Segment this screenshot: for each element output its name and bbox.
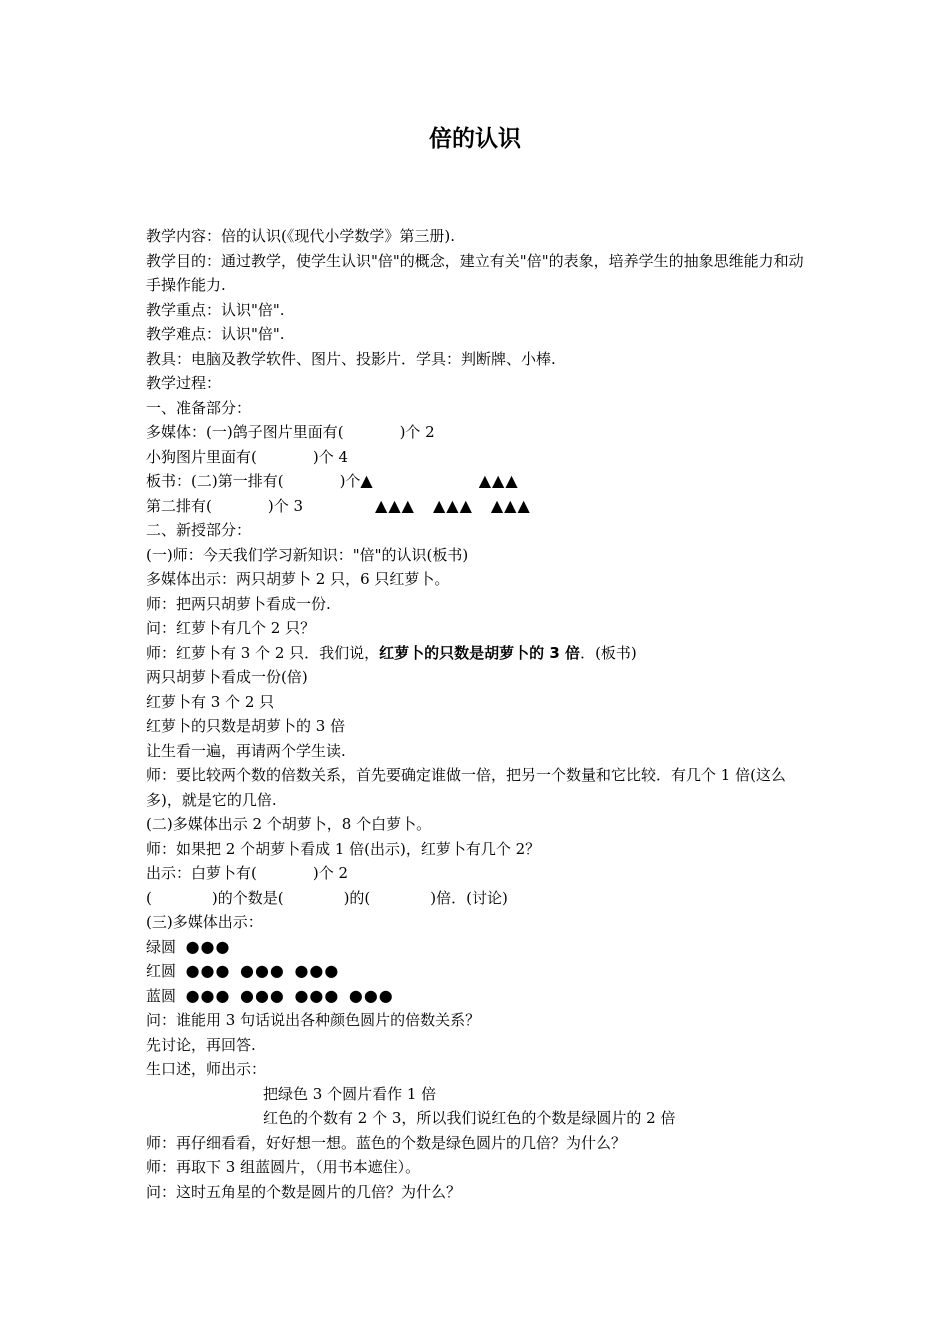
text-line: 师：如果把 2 个胡萝卜看成 1 倍(出示)，红萝卜有几个 2？ <box>146 839 541 858</box>
text: 师：红萝卜有 3 个 2 只．我们说， <box>146 643 380 662</box>
text: )倍．(讨论) <box>430 888 508 907</box>
text-line: 师：再仔细看看，好好想一想。蓝色的个数是绿色圆片的几倍？为什么？ <box>146 1133 627 1152</box>
triangle-group: ▲▲▲ <box>490 495 531 515</box>
text-line: 问：谁能用 3 句话说出各种颜色圆片的倍数关系？ <box>146 1011 481 1029</box>
section-two-heading: 二、新授部分： <box>146 521 252 539</box>
document-body <box>146 224 816 1204</box>
text-line: (一)师：今天我们学习新知识："倍"的认识(板书) <box>146 545 469 564</box>
text-line <box>146 641 816 666</box>
text-line: 问：红萝卜有几个 2 只？ <box>146 619 316 637</box>
text-line: 多媒体出示：两只胡萝卜 2 只，6 只红萝卜。 <box>146 570 450 588</box>
text: )的个数是( <box>211 888 284 907</box>
circle-group: ●●● <box>185 961 231 980</box>
indented-line: 红色的个数有 2 个 3，所以我们说红色的个数是绿圆片的 2 倍 <box>263 1109 676 1127</box>
text-line: 生口述，师出示： <box>146 1060 267 1078</box>
label: 绿圆 <box>146 937 177 956</box>
text: 多媒体：(一)鸽子图片里面有( <box>146 423 344 441</box>
text: )个 2 <box>399 423 435 441</box>
text: )个 <box>339 472 361 490</box>
green-circles-row <box>146 935 816 960</box>
text-line: 红萝卜的只数是胡萝卜的 3 倍 <box>146 717 346 735</box>
label: 红圆 <box>146 962 177 980</box>
emphasis-text: 红萝卜的只数是胡萝卜的 3 倍 <box>379 643 581 662</box>
circle-group: ●●● <box>185 985 231 1005</box>
text: 小狗图片里面有( <box>146 447 257 466</box>
text-line: 师：要比较两个数的倍数关系，首先要确定谁做一倍，把另一个数量和它比较．有几个 1 倍(这么多)，就是它的几倍. <box>146 766 786 809</box>
text-line: 红萝卜有 3 个 2 只 <box>146 692 275 711</box>
text: 板书：(二)第一排有( <box>146 472 284 490</box>
circle-group: ●●● <box>294 961 340 980</box>
text: )的( <box>343 888 371 907</box>
text: )个 3 <box>267 496 304 515</box>
text-line: (三)多媒体出示： <box>146 913 263 931</box>
text: 出示：白萝卜有( <box>146 864 257 882</box>
text-line: 师：再取下 3 组蓝圆片，（用书本遮住）。 <box>146 1158 421 1176</box>
text-line <box>146 861 816 886</box>
text-line: 问：这时五角星的个数是圆片的几倍？为什么？ <box>146 1182 462 1201</box>
circle-group: ●●● <box>185 936 231 956</box>
text-line <box>146 886 816 911</box>
objective-line: 教学目的：通过教学，使学生认识"倍"的概念，建立有关"倍"的表象，培养学生的抽象思维能力和动手操作能力. <box>146 251 804 294</box>
text-line: 先讨论，再回答. <box>146 1035 256 1054</box>
indented-line: 把绿色 3 个圆片看作 1 倍 <box>263 1084 437 1103</box>
label: 蓝圆 <box>146 986 177 1005</box>
circle-group: ●●● <box>294 985 340 1005</box>
text-line: 让生看一遍，再请两个学生读. <box>146 741 346 760</box>
section-one-heading: 一、准备部分： <box>146 398 252 417</box>
triangle-group: ▲▲▲ <box>432 495 473 515</box>
blue-circles-row <box>146 984 816 1009</box>
text-line: (二)多媒体出示 2 个胡萝卜，8 个白萝卜。 <box>146 815 432 833</box>
page-title: 倍的认识 <box>429 126 521 152</box>
triangle-icon: ▲ <box>360 471 374 490</box>
board-row-two <box>146 494 816 519</box>
key-point-line: 教学重点：认识"倍". <box>146 300 285 319</box>
difficulty-line: 教学难点：认识"倍". <box>146 325 285 343</box>
text: )个 4 <box>312 447 349 466</box>
text: ( <box>146 888 152 907</box>
text: ．(板书) <box>580 643 637 662</box>
content-line: 教学内容：倍的认识(《现代小学数学》第三册). <box>146 227 455 245</box>
triangle-group: ▲▲▲ <box>375 495 415 515</box>
text: )个 2 <box>312 864 349 882</box>
triangle-group: ▲▲▲ <box>478 471 519 490</box>
text-line: 两只胡萝卜看成一份(倍) <box>146 668 308 686</box>
board-row-one <box>146 469 816 494</box>
circle-group: ●●● <box>240 985 285 1005</box>
text: 第二排有( <box>146 496 212 515</box>
process-heading: 教学过程： <box>146 374 222 392</box>
materials-line: 教具：电脑及教学软件、图片、投影片．学具：判断牌、小棒. <box>146 349 556 368</box>
pigeon-line <box>146 420 816 445</box>
circle-group: ●●● <box>240 961 285 980</box>
circle-group: ●●● <box>348 985 394 1005</box>
red-circles-row <box>146 959 816 984</box>
dog-line <box>146 445 816 470</box>
text-line: 师：把两只胡萝卜看成一份. <box>146 594 331 613</box>
